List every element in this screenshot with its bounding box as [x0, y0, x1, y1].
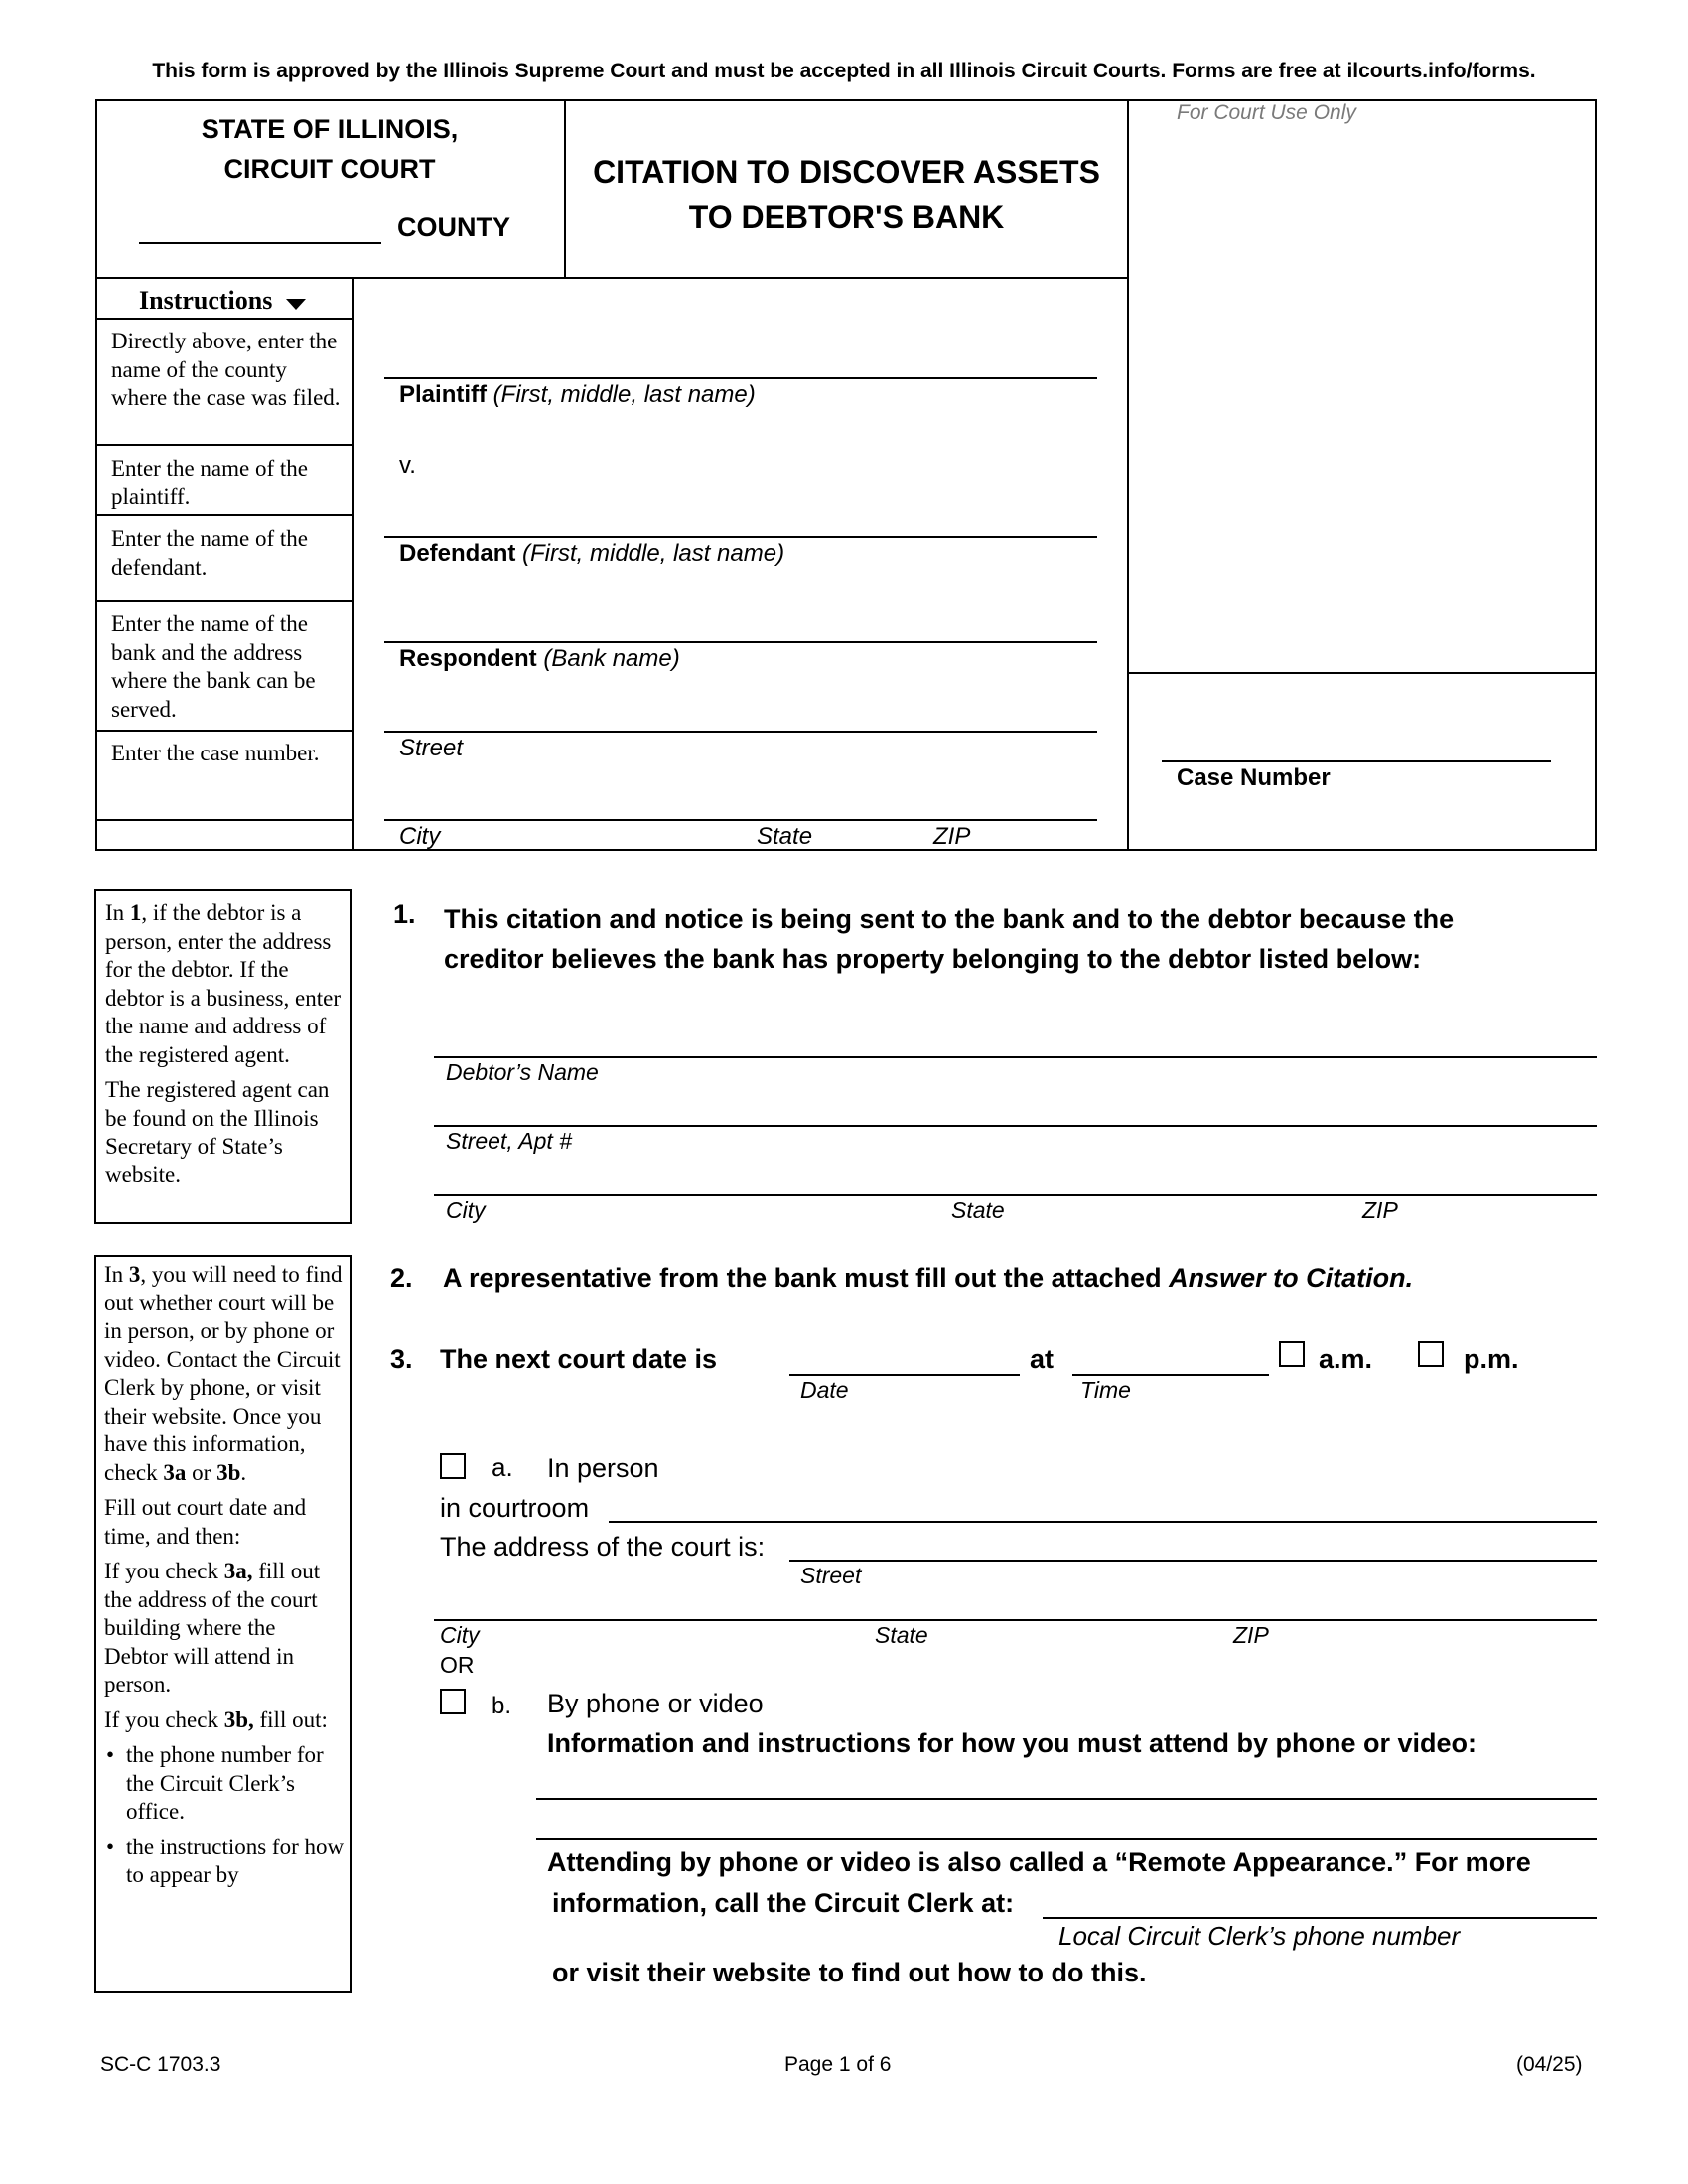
instr-case: Enter the case number.: [111, 741, 320, 765]
plaintiff-label: Plaintiff (First, middle, last name): [399, 381, 756, 408]
option-b-letter: b.: [492, 1693, 512, 1719]
court-date-field[interactable]: [789, 1374, 1020, 1376]
instr-plaintiff: Enter the name of the plaintiff.: [111, 456, 308, 509]
court-street-label: Street: [800, 1563, 862, 1588]
court-city-state-zip-field[interactable]: [434, 1619, 1597, 1621]
debtor-street-field[interactable]: [434, 1125, 1597, 1127]
bank-zip-label: ZIP: [933, 823, 971, 850]
triangle-down-icon: [286, 299, 306, 310]
debtor-city-state-zip-field[interactable]: [434, 1194, 1597, 1196]
circuit-court-line: CIRCUIT COURT: [223, 154, 436, 184]
instr-item3-p4: If you check 3b, fill out:: [104, 1706, 328, 1732]
section3-number: 3.: [390, 1344, 413, 1374]
case-number-label: Case Number: [1177, 764, 1331, 791]
state-line: STATE OF ILLINOIS,: [201, 114, 459, 144]
instr-bullet-1: • the phone number for the Circuit Clerk’s office.: [106, 1742, 324, 1824]
form-id: SC-C 1703.3: [100, 2053, 221, 2076]
bank-city-label: City: [399, 823, 441, 850]
answer-to-citation-title: Answer to Citation.: [1169, 1263, 1414, 1293]
instr-defendant: Enter the name of the defendant.: [111, 526, 308, 580]
pm-label: p.m.: [1464, 1344, 1519, 1374]
form-title: [566, 149, 1127, 240]
court-use-label: For Court Use Only: [1177, 101, 1356, 124]
clerk-phone-label: Local Circuit Clerk’s phone number: [1058, 1921, 1461, 1951]
defendant-field[interactable]: [384, 536, 1097, 538]
approval-notice: This form is approved by the Illinois Supreme Court and must be accepted in all Illinois Circuit Courts. Forms are free at ilcourts.info/forms.: [152, 60, 1536, 82]
time-label: Time: [1080, 1377, 1131, 1403]
court-zip-label: ZIP: [1233, 1622, 1269, 1648]
remote-instructions-field-1[interactable]: [536, 1798, 1597, 1800]
in-person-checkbox[interactable]: [440, 1453, 466, 1479]
respondent-label: Respondent (Bank name): [399, 645, 680, 672]
court-address-label: The address of the court is:: [440, 1532, 766, 1562]
respondent-field[interactable]: [384, 641, 1097, 643]
court-heading: [95, 109, 564, 189]
phone-video-checkbox[interactable]: [440, 1689, 466, 1714]
instr-bullet-2: • the instructions for how to appear by: [106, 1834, 345, 1887]
remote-note-line1: Attending by phone or video is also called a “Remote Appearance.” For more: [547, 1847, 1531, 1877]
debtor-street-label: Street, Apt #: [446, 1128, 572, 1154]
debtor-zip-label: ZIP: [1362, 1197, 1398, 1223]
pm-checkbox[interactable]: [1418, 1341, 1444, 1367]
section2-number: 2.: [390, 1263, 413, 1293]
instr-item1-p2: The registered agent can be found on the Illinois Secretary of State’s website.: [105, 1077, 330, 1187]
bank-street-field[interactable]: [384, 731, 1097, 733]
title-line-2: TO DEBTOR'S BANK: [688, 200, 1005, 235]
remote-instructions-field-2[interactable]: [536, 1838, 1597, 1840]
instr-item3: [104, 1261, 345, 1989]
remote-note-line3: or visit their website to find out how to do this.: [552, 1958, 1147, 1987]
bank-state-label: State: [757, 823, 813, 850]
title-line-1: CITATION TO DISCOVER ASSETS: [593, 154, 1100, 190]
instructions-title: Instructions: [139, 286, 273, 315]
debtor-state-label: State: [951, 1197, 1005, 1223]
defendant-label: Defendant (First, middle, last name): [399, 540, 785, 567]
courtroom-field[interactable]: [609, 1521, 1597, 1523]
in-person-label: In person: [547, 1453, 659, 1483]
court-city-label: City: [440, 1622, 480, 1648]
court-state-label: State: [875, 1622, 928, 1648]
phone-video-label: By phone or video: [547, 1689, 764, 1718]
at-label: at: [1030, 1344, 1055, 1374]
bullet-icon: •: [106, 1742, 115, 1767]
section1-number: 1.: [393, 899, 416, 929]
instr-bank: Enter the name of the bank and the address where the bank can be served.: [111, 612, 316, 722]
instructions-header: [139, 286, 272, 316]
instr-item1: [105, 899, 344, 1196]
section1-text: This citation and notice is being sent to the bank and to the debtor because the creditor believes the bank has property belonging to the debtor listed below:: [444, 904, 1455, 974]
debtor-city-label: City: [446, 1197, 486, 1223]
remote-info-heading: Information and instructions for how you must attend by phone or video:: [547, 1728, 1477, 1758]
case-number-field[interactable]: [1162, 760, 1551, 762]
bank-city-state-zip-field[interactable]: [384, 819, 1097, 821]
date-label: Date: [800, 1377, 849, 1403]
debtor-name-field[interactable]: [434, 1056, 1597, 1058]
page-number: Page 1 of 6: [784, 2053, 892, 2076]
option-a-letter: a.: [492, 1452, 513, 1482]
instr-county: Directly above, enter the name of the county where the case was filed.: [111, 329, 341, 410]
remote-note-line2: information, call the Circuit Clerk at:: [552, 1888, 1015, 1918]
county-label: COUNTY: [397, 212, 510, 242]
am-label: a.m.: [1319, 1344, 1373, 1374]
revision-date: (04/25): [1516, 2053, 1583, 2076]
instr-item3-p3: If you check 3a, fill out the address of the court building where the Debtor will attend in person.: [104, 1559, 321, 1697]
section3-text: The next court date is: [440, 1344, 718, 1374]
bullet-icon: •: [106, 1834, 115, 1859]
courtroom-label: in courtroom: [440, 1493, 590, 1523]
clerk-phone-field[interactable]: [1043, 1917, 1597, 1919]
bank-street-label: Street: [399, 735, 464, 761]
plaintiff-field[interactable]: [384, 377, 1097, 379]
county-name-field[interactable]: [139, 242, 381, 244]
section2-text: A representative from the bank must fill out the attached Answer to Citation.: [443, 1263, 1414, 1293]
debtor-name-label: Debtor’s Name: [446, 1059, 599, 1085]
instr-item1-p1: In 1, if the debtor is a person, enter the address for the debtor. If the debtor is a business, enter the name and address of the registered agent.: [105, 900, 341, 1067]
am-checkbox[interactable]: [1279, 1341, 1305, 1367]
court-time-field[interactable]: [1072, 1374, 1269, 1376]
court-street-field[interactable]: [789, 1560, 1597, 1562]
or-label: OR: [440, 1652, 475, 1678]
instr-item3-p2: Fill out court date and time, and then:: [104, 1495, 307, 1549]
instr-item3-p1: In 3, you will need to find out whether court will be in person, or by phone or video. Contact the Circuit Clerk by phone, or visit their website. Once you have this information, check 3a or 3b.: [104, 1262, 343, 1485]
versus-label: v.: [399, 452, 416, 478]
